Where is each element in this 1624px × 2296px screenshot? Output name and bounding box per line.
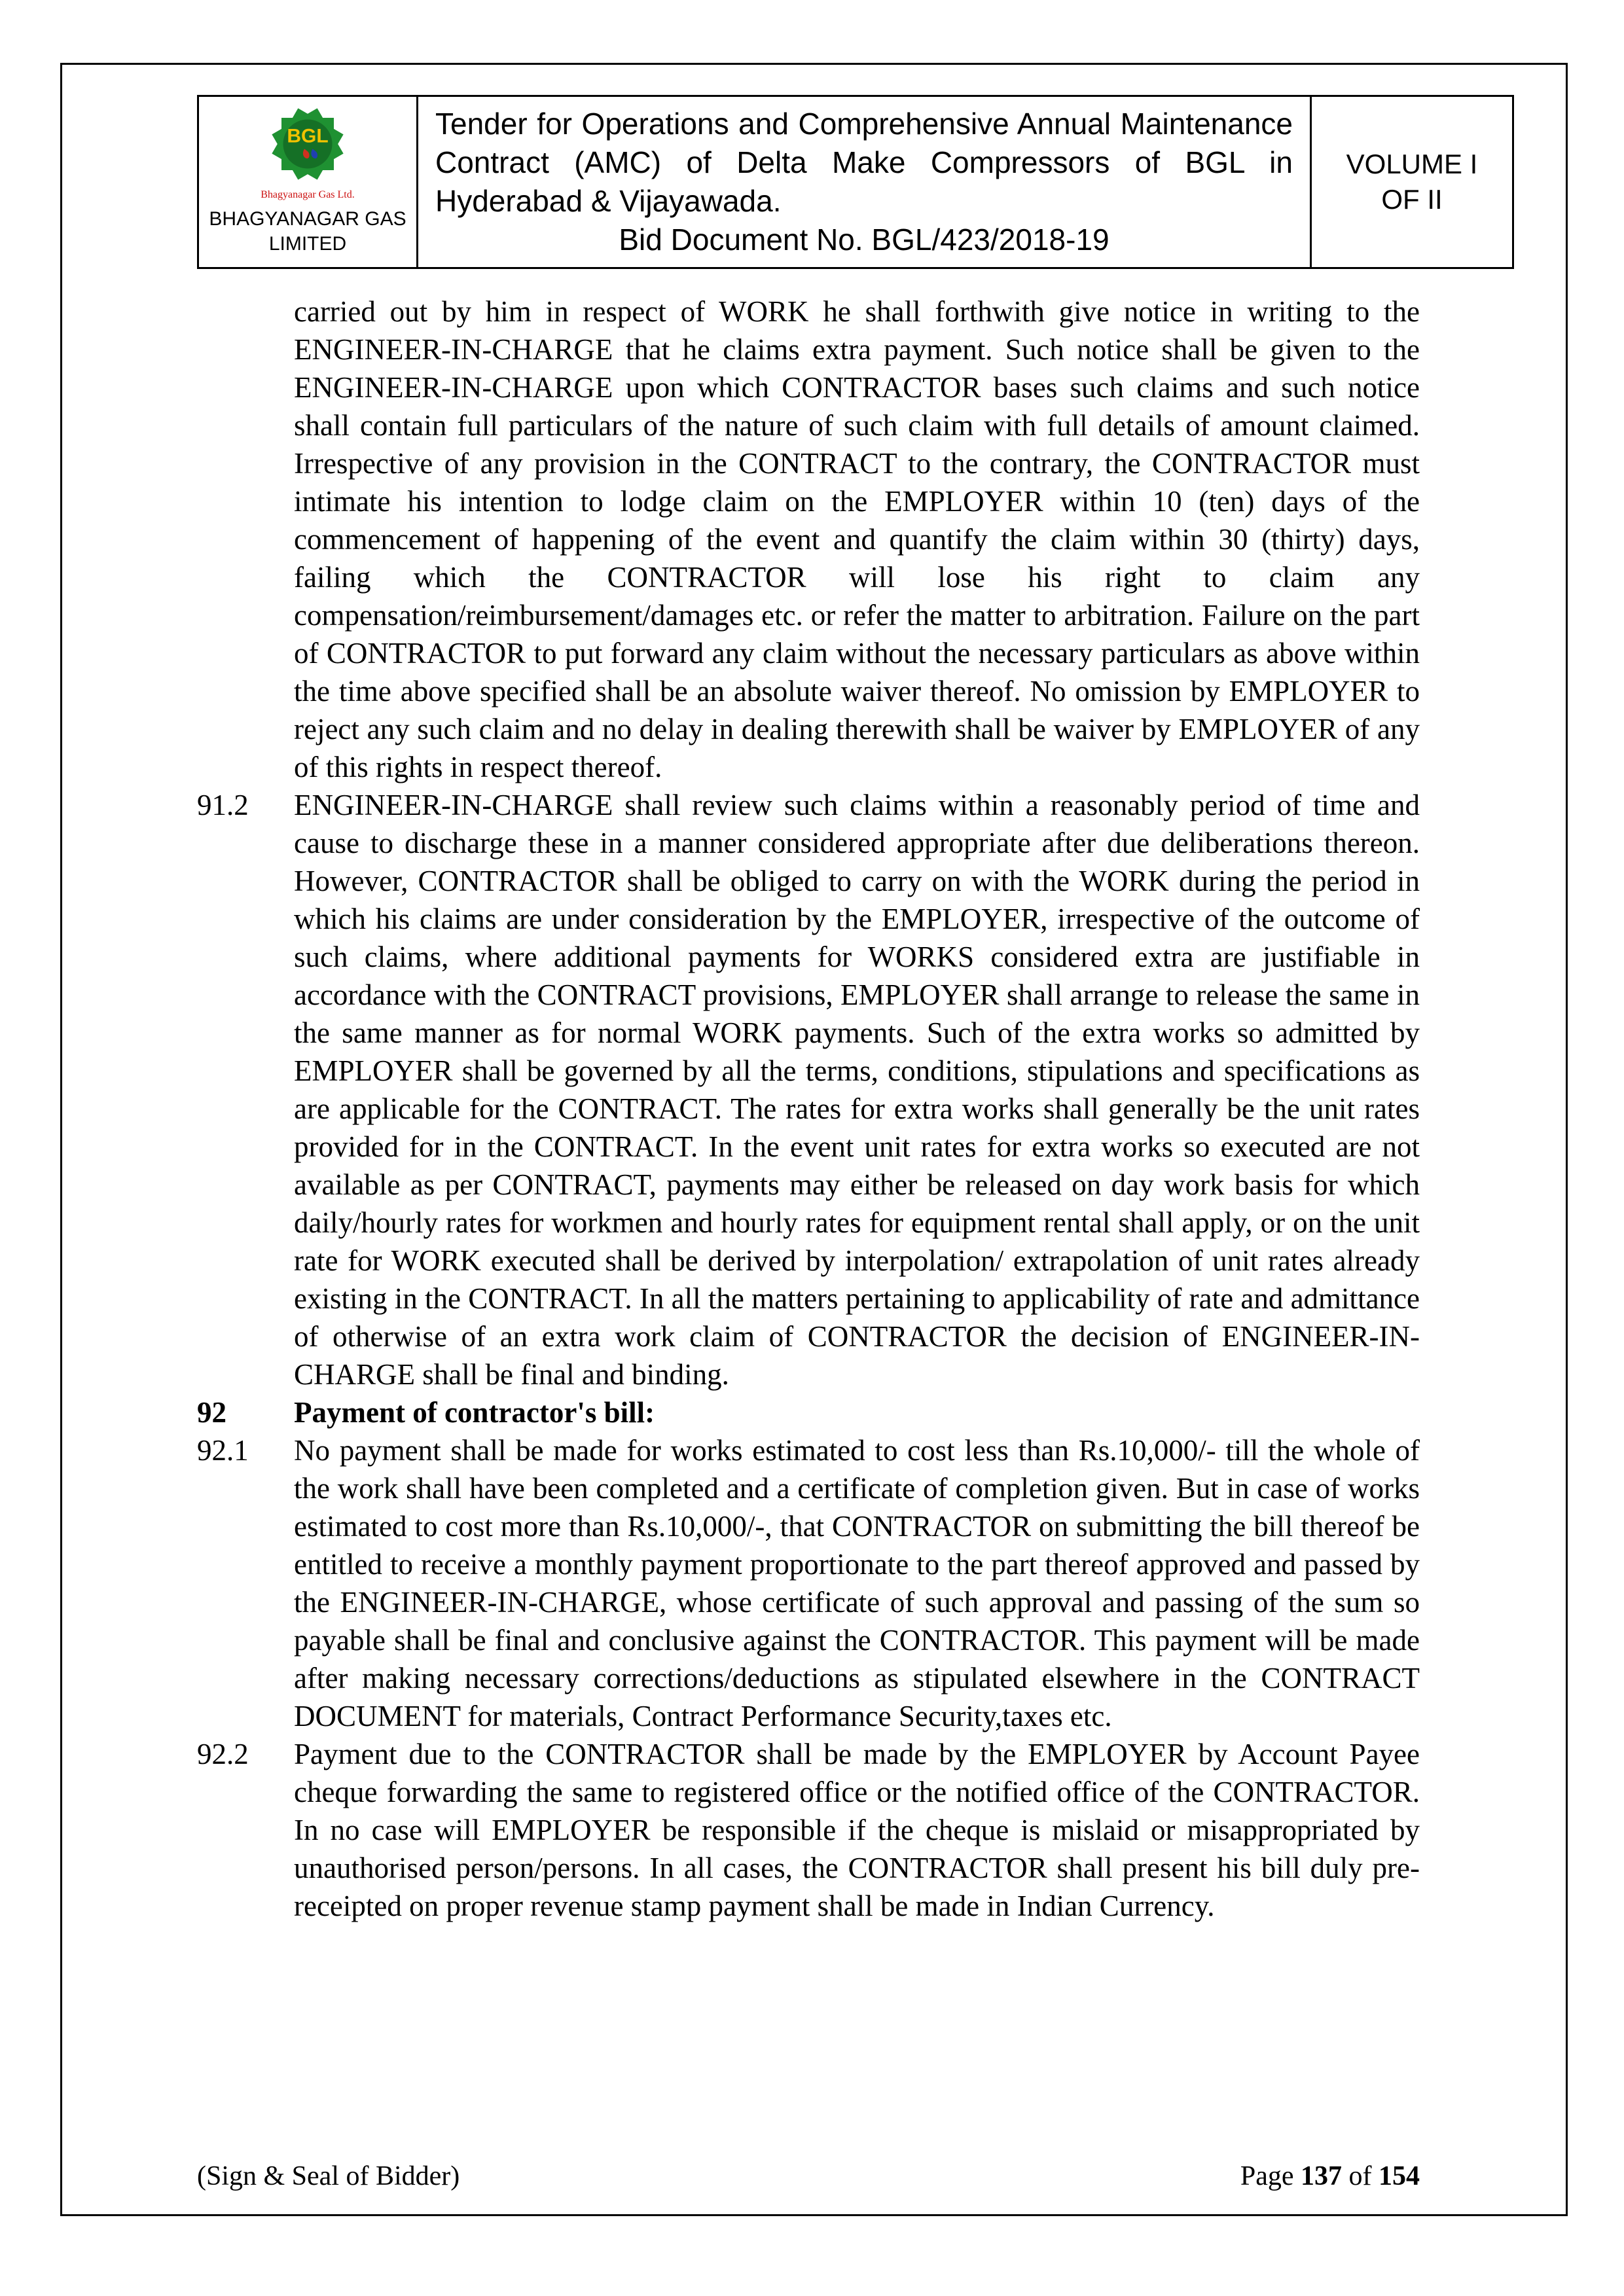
clause-text: carried out by him in respect of WORK he shall forthwith give notice in writing to the ENGINEER-IN-CHARGE that he claims extra payment. Such notice shall be given to the ENGINEER-IN-CHARGE upon which CONTRACTOR bases such claims and such notice shall contain full particulars of the nature of such claim with full details of amount claimed. Irrespective of any provision in the CONTRACT to the contrary, the CONTRACTOR must intimate his intention to lodge claim on the EMPLOYER within 10 (ten) days of the commencement of happening of the event and quantify the claim within 30 (thirty) days, failing which the CONTRACTOR will lose his right to claim any compensation/reimbursement/damages etc. or refer the matter to arbitration. Failure on the part of CONTRACTOR to put forward any claim without the necessary particulars as above within the time above specified shall be an absolute waiver thereof. No omission by EMPLOYER to reject any such claim and no delay in dealing therewith shall be waiver by EMPLOYER of any of this rights in respect thereof.: [294, 295, 1420, 783]
clause-heading-text: Payment of contractor's bill:: [294, 1396, 655, 1429]
clause-text: ENGINEER-IN-CHARGE shall review such claims within a reasonably period of time and cause to discharge these in a manner considered appropriate after due deliberations thereon. However, CONTRACTOR shall be obliged to carry on with the WORK during the period in which his claims are under consideration by the EMPLOYER, irrespective of the outcome of such claims, where additional payments for WORKS considered extra are justifiable in accordance with the CONTRACT provisions, EMPLOYER shall arrange to release the same in the same manner as for normal WORK payments. Such of the extra works so admitted by EMPLOYER shall be governed by all the terms, conditions, stipulations and specifications as are applicable for the CONTRACT. The rates for extra works shall generally be the unit rates provided for in the CONTRACT. In the event unit rates for extra works so executed are not available as per CONTRACT, payments may either be released on day work basis for which daily/hourly rates for workmen and hourly rates for equipment rental shall apply, or on the unit rate for WORK executed shall be derived by interpolation/ extrapolation of unit rates already existing in the CONTRACT. In all the matters pertaining to applicability of rate and admittance of otherwise of an extra work claim of CONTRACTOR the decision of ENGINEER-IN-CHARGE shall be final and binding.: [294, 789, 1420, 1391]
page-label: Page: [1240, 2161, 1294, 2191]
clause-92-1: [197, 1431, 1420, 1735]
clause-92-heading: [197, 1393, 1420, 1431]
header-table: [197, 95, 1514, 269]
tender-title: Tender for Operations and Comprehensive Annual Maintenance Contract (AMC) of Delta Make Compressors of BGL in Hyderabad & Vijayawada.: [435, 107, 1293, 218]
volume-line2: OF II: [1381, 184, 1443, 215]
page-border: [60, 63, 1568, 2216]
of-label: of: [1342, 2161, 1379, 2191]
clause-text: No payment shall be made for works estimated to cost less than Rs.10,000/- till the whole of the work shall have been completed and a certificate of completion given. But in case of works estimated to cost more than Rs.10,000/-, that CONTRACTOR on submitting the bill thereof be entitled to receive a monthly payment proportionate to the part thereof approved and passed by the ENGINEER-IN-CHARGE, whose certificate of such approval and passing of the sum so payable shall be final and conclusive against the CONTRACTOR. This payment will be made after making necessary corrections/deductions as stipulated elsewhere in the CONTRACT DOCUMENT for materials, Contract Performance Security,taxes etc.: [294, 1434, 1420, 1732]
bgl-logo-icon: [259, 106, 357, 188]
clause-number: 91.2: [197, 789, 249, 821]
page-footer: [197, 2159, 1420, 2193]
logo-acronym: BGL: [287, 125, 329, 147]
logo-cell: [198, 96, 418, 268]
logo-caption: Bhagyanagar Gas Ltd.: [261, 189, 355, 200]
clauses-section: [197, 293, 1420, 1925]
clause-text: Payment due to the CONTRACTOR shall be made by the EMPLOYER by Account Payee cheque forwarding the same to registered office or the notified office of the CONTRACTOR. In no case will EMPLOYER be responsible if the cheque is mislaid or misappropriated by unauthorised person/persons. In all cases, the CONTRACTOR shall present his bill duly pre-receipted on proper revenue stamp payment shall be made in Indian Currency.: [294, 1738, 1420, 1922]
clause-number: 92.2: [197, 1738, 249, 1770]
page-number: 137: [1301, 2161, 1342, 2191]
title-cell: [418, 96, 1311, 268]
clause-92-2: [197, 1735, 1420, 1925]
sign-seal-label: (Sign & Seal of Bidder): [197, 2161, 460, 2191]
clause-continuation: [197, 293, 1420, 786]
bid-document-number: Bid Document No. BGL/423/2018-19: [619, 223, 1110, 257]
clause-number: 92.1: [197, 1434, 249, 1467]
volume-cell: [1311, 96, 1513, 268]
volume-line1: VOLUME I: [1346, 149, 1478, 179]
company-name: BHAGYANAGAR GAS LIMITED: [209, 208, 406, 255]
clause-91-2: [197, 786, 1420, 1393]
clause-number: 92: [197, 1396, 226, 1429]
page-indicator: [1240, 2159, 1420, 2193]
total-pages: 154: [1379, 2161, 1420, 2191]
header-row: [198, 96, 1513, 268]
